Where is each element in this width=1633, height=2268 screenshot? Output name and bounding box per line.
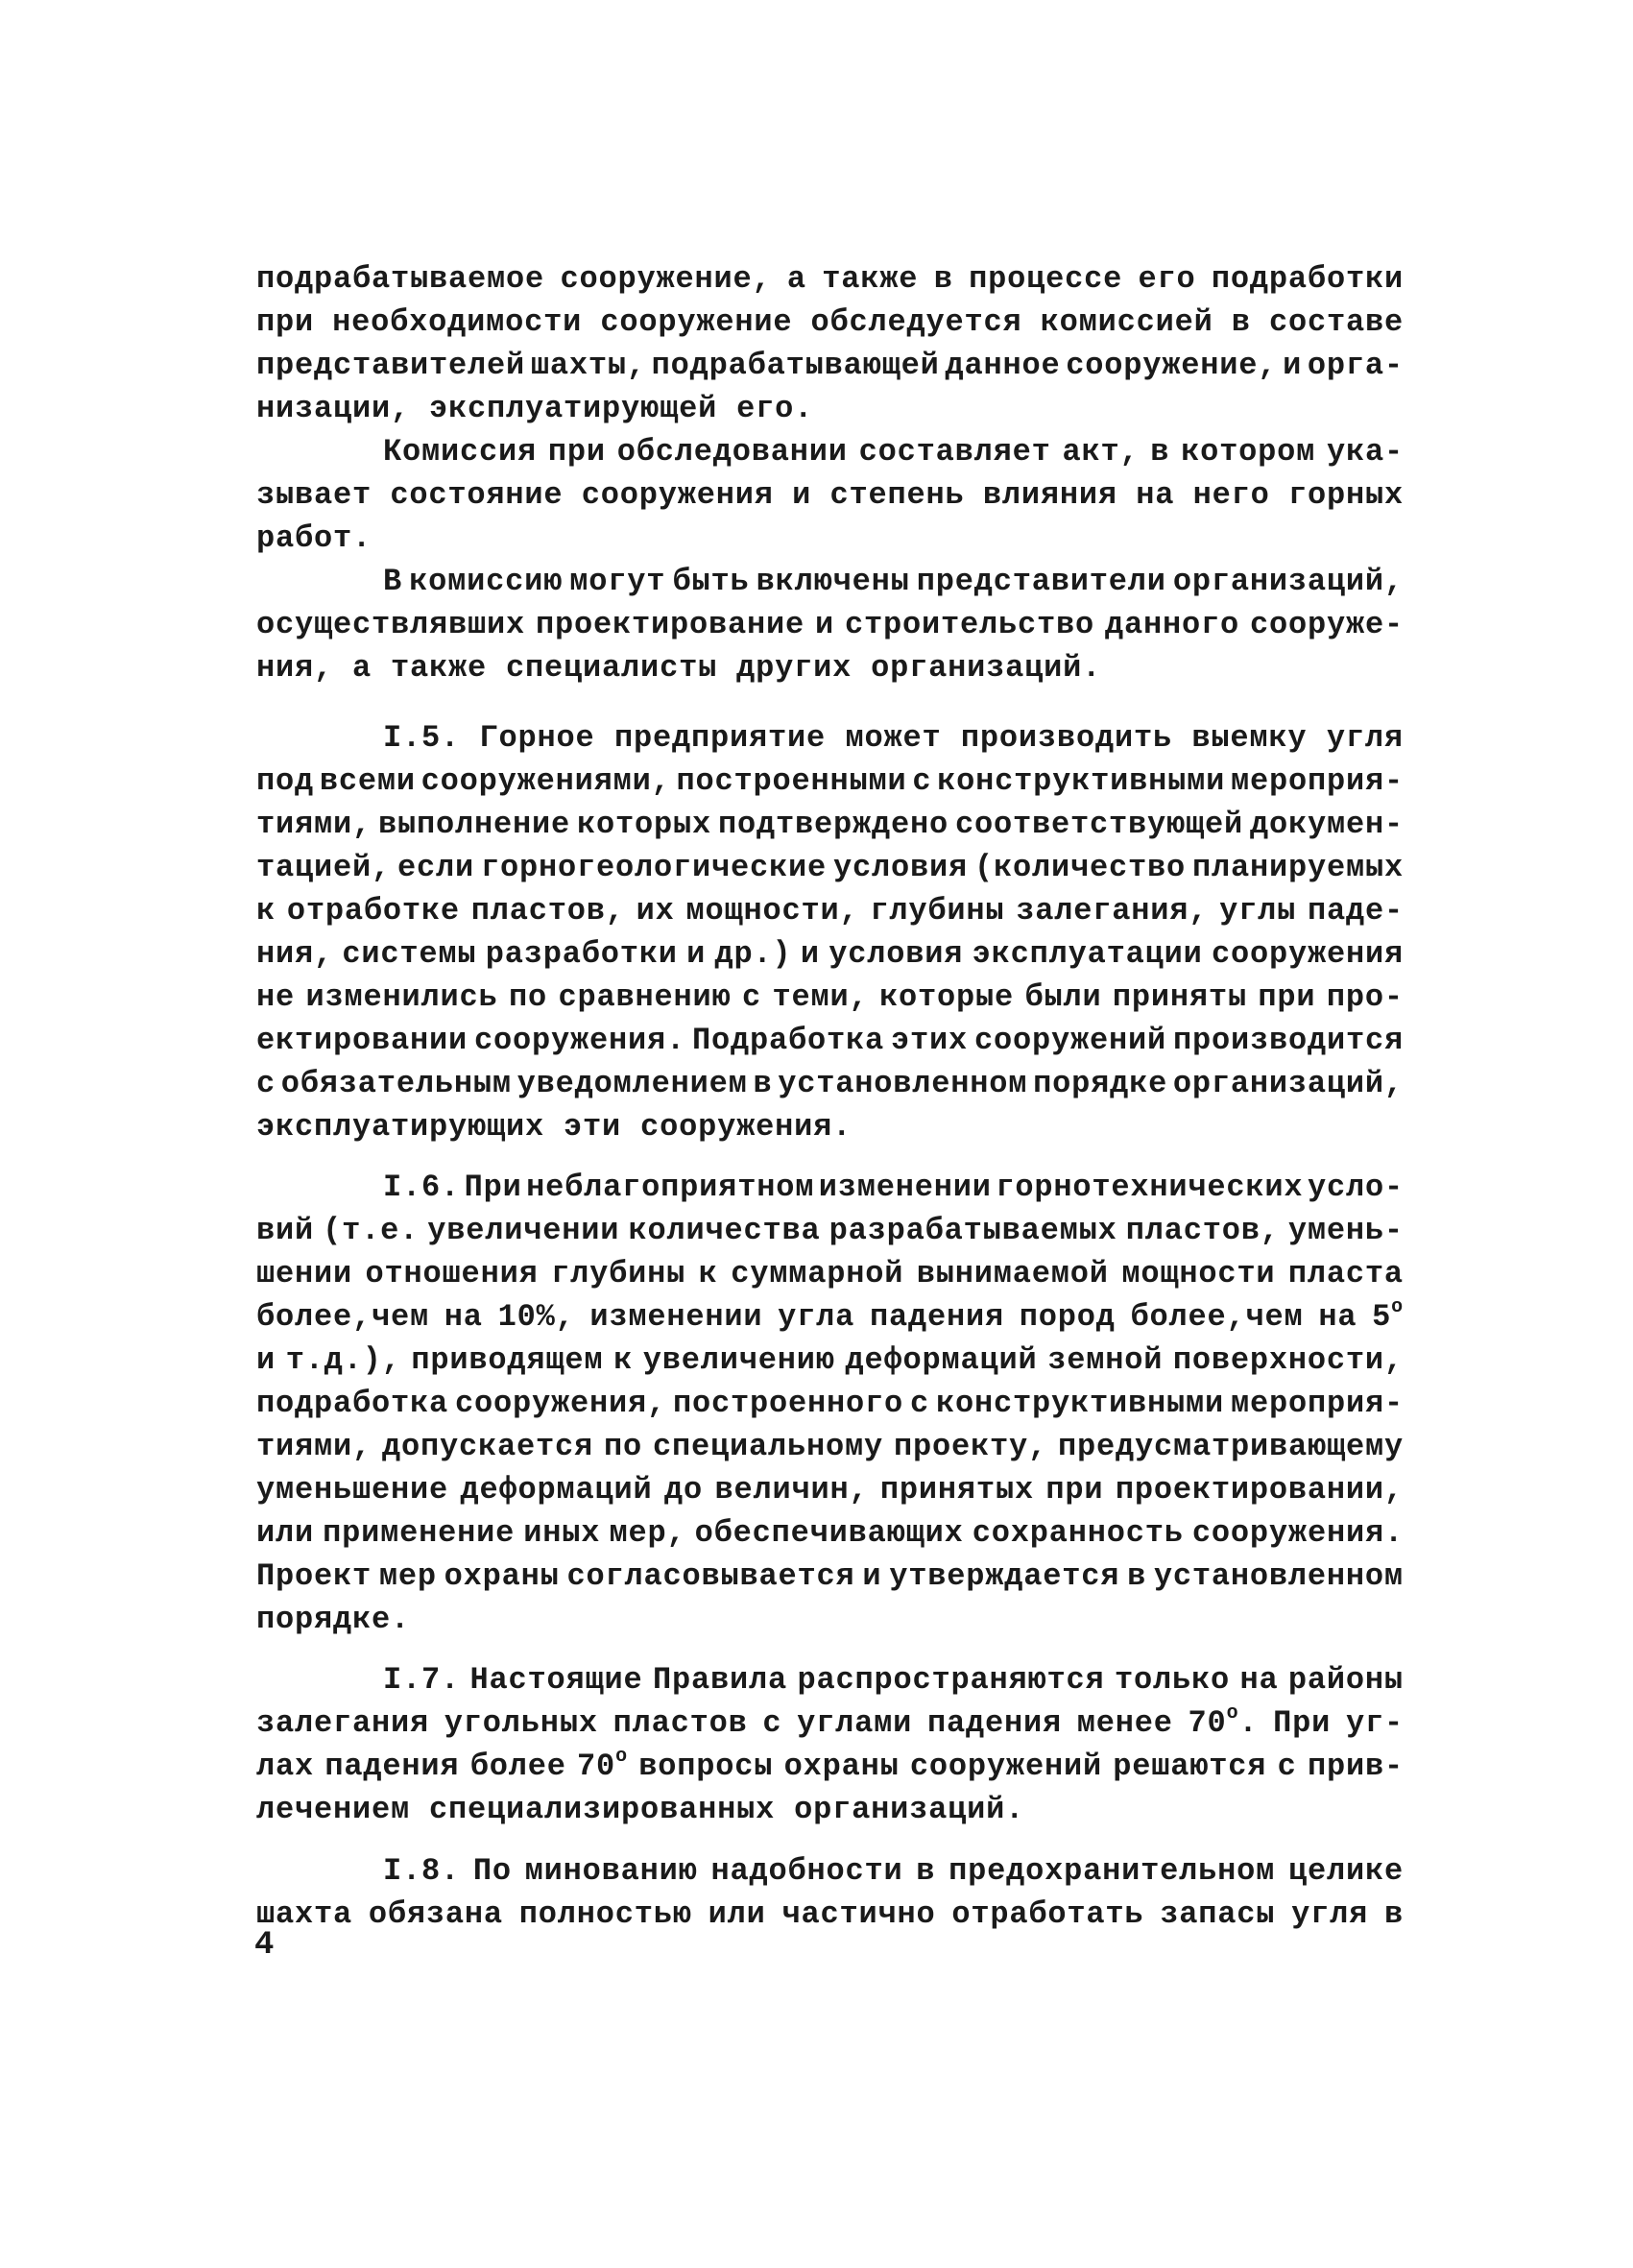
text-line: эксплуатирующих эти сооружения. — [256, 1109, 853, 1145]
text-line: I.6. При неблагоприятном изменении горнотехнических усло- — [383, 1170, 1404, 1205]
text-line: осуществлявших проектирование и строительство данного сооруже- — [256, 607, 1404, 642]
section-1-7 — [256, 1658, 1404, 1831]
text-line: под всеми сооружениями, построенными с конструктивными мероприя- — [256, 763, 1404, 799]
text-line: тиями, выполнение которых подтверждено соответствующей докумен- — [256, 807, 1404, 842]
text-line: тацией, если горногеологические условия (количество планируемых — [256, 850, 1404, 885]
section-1-5 — [256, 716, 1404, 1148]
text-line: I.8. По минованию надобности в предохранительном целике — [383, 1853, 1404, 1889]
text-line: представителей шахты, подрабатывающей данное сооружение, и орга- — [256, 348, 1404, 383]
text-line: I.7. Настоящие Правила распространяются только на районы — [383, 1662, 1404, 1698]
text-line: подработка сооружения, построенного с конструктивными мероприя- — [256, 1386, 1404, 1421]
text-line: к отработке пластов, их мощности, глубины залегания, углы паде- — [256, 893, 1404, 929]
text-line: с обязательным уведомлением в установленном порядке организаций, — [256, 1066, 1404, 1101]
section-1-8 — [256, 1849, 1404, 1936]
text-line: при необходимости сооружение обследуется комиссией в составе — [256, 304, 1404, 340]
paragraph-commission-members — [256, 560, 1404, 689]
text-line: лечением специализированных организаций. — [256, 1792, 1025, 1827]
text-line: порядке. — [256, 1602, 411, 1637]
text-line: В комиссию могут быть включены представители организаций, — [383, 564, 1404, 599]
text-line: не изменились по сравнению с теми, которые были приняты при про- — [256, 979, 1404, 1015]
text-line: лах падения более 70$^o$ вопросы охраны сооружений решаются с прив- — [256, 1746, 1404, 1784]
text-line: шении отношения глубины к суммарной вынимаемой мощности пласта — [256, 1256, 1404, 1291]
text-line: Комиссия при обследовании составляет акт, в котором ука- — [383, 434, 1404, 470]
text-line: шахта обязана полностью или частично отработать запасы угля в — [256, 1896, 1404, 1932]
text-line: тиями, допускается по специальному проекту, предусматривающему — [256, 1429, 1404, 1464]
text-line: более,чем на 10%, изменении угла падения пород более,чем на 5$^o$ — [256, 1296, 1404, 1335]
text-line: залегания угольных пластов с углами падения менее 70$^o$. При уг- — [256, 1702, 1404, 1741]
section-1-6 — [256, 1166, 1404, 1641]
text-line: ния, системы разработки и др.) и условия эксплуатации сооружения — [256, 936, 1404, 972]
text-line: ектировании сооружения. Подработка этих сооружений производится — [256, 1023, 1404, 1058]
text-line: уменьшение деформаций до величин, принятых при проектировании, — [256, 1472, 1404, 1508]
text-line: вий (т.е. увеличении количества разрабатываемых пластов, умень- — [256, 1213, 1404, 1248]
text-line: и т.д.), приводящем к увеличению деформаций земной поверхности, — [256, 1342, 1404, 1378]
paragraph-continuation — [256, 257, 1404, 430]
text-line: Проект мер охраны согласовывается и утверждается в установленном — [256, 1558, 1404, 1594]
paragraph-commission-act — [256, 430, 1404, 560]
text-line: I.5. Горное предприятие может производить выемку угля — [383, 720, 1404, 756]
text-line: подрабатываемое сооружение, а также в процессе его подработки — [256, 261, 1404, 297]
text-line: работ. — [256, 520, 372, 556]
text-line: или применение иных мер, обеспечивающих сохранность сооружения. — [256, 1515, 1404, 1551]
text-line: ния, а также специалисты других организаций. — [256, 650, 1102, 686]
text-line: низации, эксплуатирующей его. — [256, 391, 814, 426]
page-number: 4 — [254, 1927, 275, 1964]
text-line: зывает состояние сооружения и степень влияния на него горных — [256, 477, 1404, 513]
